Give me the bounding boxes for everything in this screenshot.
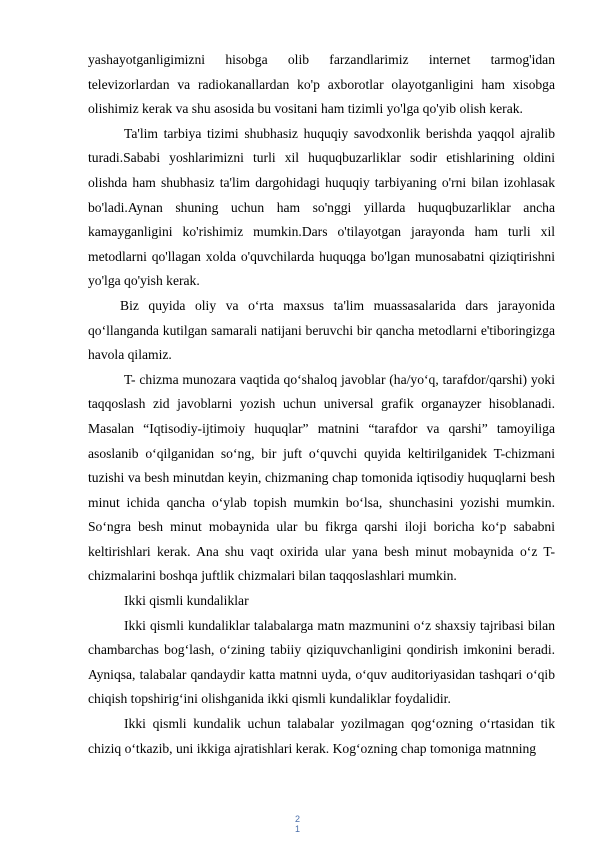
paragraph-two-part-journals: Ikki qismli kundaliklar talabalarga matn mazmunini o‘z shaxsiy tajribasi bilan chambarchas bog‘lash, o‘zining tabiiy qiziquvchanligini qondirish imkonini beradi. Ayniqsa, talabalar qandaydir katta matnni uyda, o‘quv auditoriyasidan tashqari o‘qib chiqish topshirig‘ini olishganida ikki qismli kundaliklar foydalidir. — [88, 617, 555, 707]
page-number-bottom: 1 — [294, 824, 300, 834]
paragraph-methods-intro: Biz quyida oliy va o‘rta maxsus ta'lim muassasalarida dars jarayonida qo‘llanganda kutilgan samarali natijani beruvchi bir qancha metodlarni e'tiboringizga havola qilamiz. — [88, 297, 555, 363]
paragraph-legal-education: Ta'lim tarbiya tizimi shubhasiz huquqiy savodxonlik berishda yaqqol ajralib turadi.Sababi yoshlarimizni turli xil huquqbuzarliklar sodir etishlarining oldini olishda ham shubhasiz ta'lim dargohidagi huquqiy tarbiyaning o'rni bilan izohlasak bo'ladi.Aynan shuning uchun ham so'nggi yillarda huquqbuzarliklar ancha kamayganligini ko'rishimiz mumkin.Dars o'tilayotgan jarayonda ham turli xil metodlarni qo'llagan xolda o'quvchilarda huquqga bo'lgan munosabatni qiziqtirishni yo'lga qo'yish kerak. — [88, 125, 555, 289]
section-heading-two-part-journals: Ikki qismli kundaliklar — [124, 593, 249, 609]
page-number — [0, 814, 595, 834]
document-body — [88, 48, 555, 761]
paragraph-t-chart: T- chizma munozara vaqtida qo‘shaloq javoblar (ha/yo‘q, tarafdor/qarshi) yoki taqqoslash zid javoblarni yozish uchun universal grafik organayzer hisoblanadi. Masalan “Iqtisodiy-ijtimoiy huquqlar” matnini “tarafdor va qarshi” tamoyiliga asoslanib o‘qilganidan so‘ng, bir juft o‘quvchi quyida keltirilganidek T-chizmani tuzishi va besh minutdan keyin, chizmaning chap tomonida iqtisodiy huquqlarni besh minut ichida qancha o‘ylab topish mumkin bo‘lsa, shunchasini yozishi mumkin. So‘ngra besh minut mobaynida ular bu fikrga qarshi iloji boricha ko‘p sababni keltirishlari kerak. Ana shu vaqt oxirida ular yana besh minut mobaynida o‘z T-chizmalarini boshqa juftlik chizmalari bilan taqqoslashlari mumkin. — [88, 371, 555, 584]
page-number-top: 2 — [294, 814, 300, 824]
paragraph-journal-instructions: Ikki qismli kundalik uchun talabalar yozilmagan qog‘ozning o‘rtasidan tik chiziq o‘tkazib, uni ikkiga ajratishlari kerak. Kog‘ozning chap tomoniga matnning — [88, 716, 555, 756]
paragraph-continuation: yashayotganligimizni hisobga olib farzandlarimiz internet tarmog'idan televizorlardan va radiokanallardan ko'p axborotlar olayotganligini ham xisobga olishimiz kerak va shu asosida bu vositani ham tizimli yo'lga qo'yib olish kerak. — [88, 52, 555, 117]
